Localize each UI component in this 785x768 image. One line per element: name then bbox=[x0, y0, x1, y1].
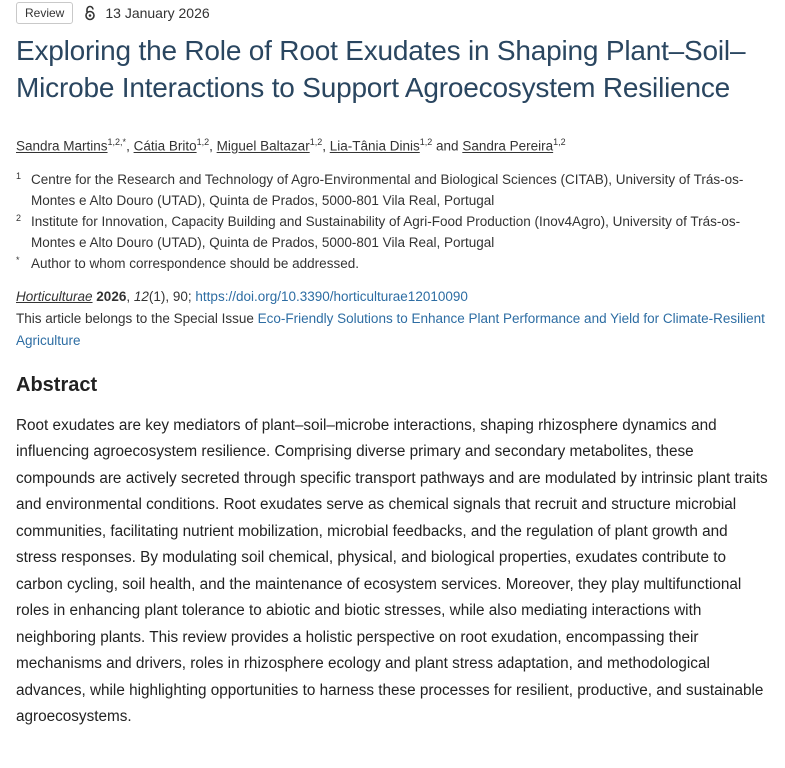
affiliation-number: 2 bbox=[16, 212, 22, 223]
author-list bbox=[16, 132, 769, 157]
author-affil-sup: 1,2 bbox=[309, 137, 323, 147]
author-affil-sup: 1,2 bbox=[196, 137, 210, 147]
author-link[interactable]: Cátia Brito bbox=[133, 138, 197, 154]
journal-name[interactable]: Horticulturae bbox=[16, 288, 93, 304]
author-link[interactable]: Lia-Tânia Dinis bbox=[329, 138, 420, 154]
affiliation-text: Institute for Innovation, Capacity Building and Sustainability of Agri-Food Production (Inov4Agro), University of Trás-os-Montes e Alto Douro (UTAD), Quinta de Prados, 5000-801 Vila Real, Portugal bbox=[31, 213, 741, 250]
affiliation-item bbox=[16, 253, 769, 274]
special-issue-link[interactable]: Eco-Friendly Solutions to Enhance Plant Performance and Yield for Climate-Resilient Agriculture bbox=[16, 310, 765, 348]
author-separator: , bbox=[209, 138, 217, 154]
author-link[interactable]: Sandra Pereira bbox=[462, 138, 554, 154]
author-affil-sup: 1,2,* bbox=[107, 137, 127, 147]
article-title: Exploring the Role of Root Exudates in Shaping Plant–Soil–Microbe Interactions to Support Agroecosystem Resilience bbox=[16, 35, 746, 103]
special-issue-prefix: This article belongs to the Special Issue bbox=[16, 310, 258, 326]
author-affil-sup: 1,2 bbox=[553, 137, 566, 147]
affiliation-item bbox=[16, 169, 769, 211]
citation-volume: 12 bbox=[133, 288, 149, 304]
abstract-heading: Abstract bbox=[16, 373, 98, 396]
author-separator: , bbox=[126, 138, 134, 154]
article-meta-row bbox=[16, 0, 769, 26]
affiliation-text: Author to whom correspondence should be addressed. bbox=[31, 255, 359, 271]
author-link[interactable]: Miguel Baltazar bbox=[216, 138, 310, 154]
affiliation-number: 1 bbox=[16, 170, 22, 181]
citation-year: 2026 bbox=[96, 288, 127, 304]
affiliation-number: * bbox=[16, 254, 20, 265]
abstract-text: Root exudates are key mediators of plant–soil–microbe interactions, shaping rhizosphere dynamics and influencing agroecosystem resilience. Comprising diverse primary and secondary metabolites, these compounds are actively secreted through specific transport pathways and are modulated by intrinsic plant traits and environmental conditions. Root exudates serve as chemical signals that recruit and structure microbial communities, facilitating nutrient mobilization, microbial feedbacks, and the regulation of plant growth and stress responses. By modulating soil chemical, physical, and biological properties, exudates contribute to carbon cycling, soil health, and the maintenance of ecosystem services. Moreover, they play multifunctional roles in enhancing plant tolerance to abiotic and biotic stresses, while also mediating interactions with neighboring plants. This review provides a holistic perspective on root exudation, encompassing their mechanisms and drivers, roles in rhizosphere ecology and plant stress adaptation, and methodological advances, while highlighting opportunities to harness these processes for resilient, productive, and sustainable agroecosystems. bbox=[16, 416, 768, 725]
author-link[interactable]: Sandra Martins bbox=[16, 138, 108, 154]
affiliation-list bbox=[16, 169, 769, 274]
citation-issue: (1), 90; bbox=[148, 288, 196, 304]
author-separator: , bbox=[322, 138, 330, 154]
citation-line: Horticulturae 2026, 12(1), 90; https://doi.org/10.3390/horticulturae12010090 bbox=[16, 288, 468, 304]
article-type-badge[interactable]: Review bbox=[16, 2, 73, 24]
author-affil-sup: 1,2 bbox=[419, 137, 433, 147]
affiliation-item bbox=[16, 211, 769, 253]
open-access-icon bbox=[83, 5, 97, 21]
affiliation-text: Centre for the Research and Technology of Agro-Environmental and Biological Sciences (CITAB), University of Trás-os-Montes e Alto Douro (UTAD), Quinta de Prados, 5000-801 Vila Real, Portugal bbox=[31, 171, 744, 208]
doi-link[interactable]: https://doi.org/10.3390/horticulturae12010090 bbox=[195, 288, 468, 304]
author-separator: and bbox=[432, 138, 463, 154]
special-issue-line bbox=[16, 308, 769, 352]
publication-date: 13 January 2026 bbox=[105, 5, 210, 21]
